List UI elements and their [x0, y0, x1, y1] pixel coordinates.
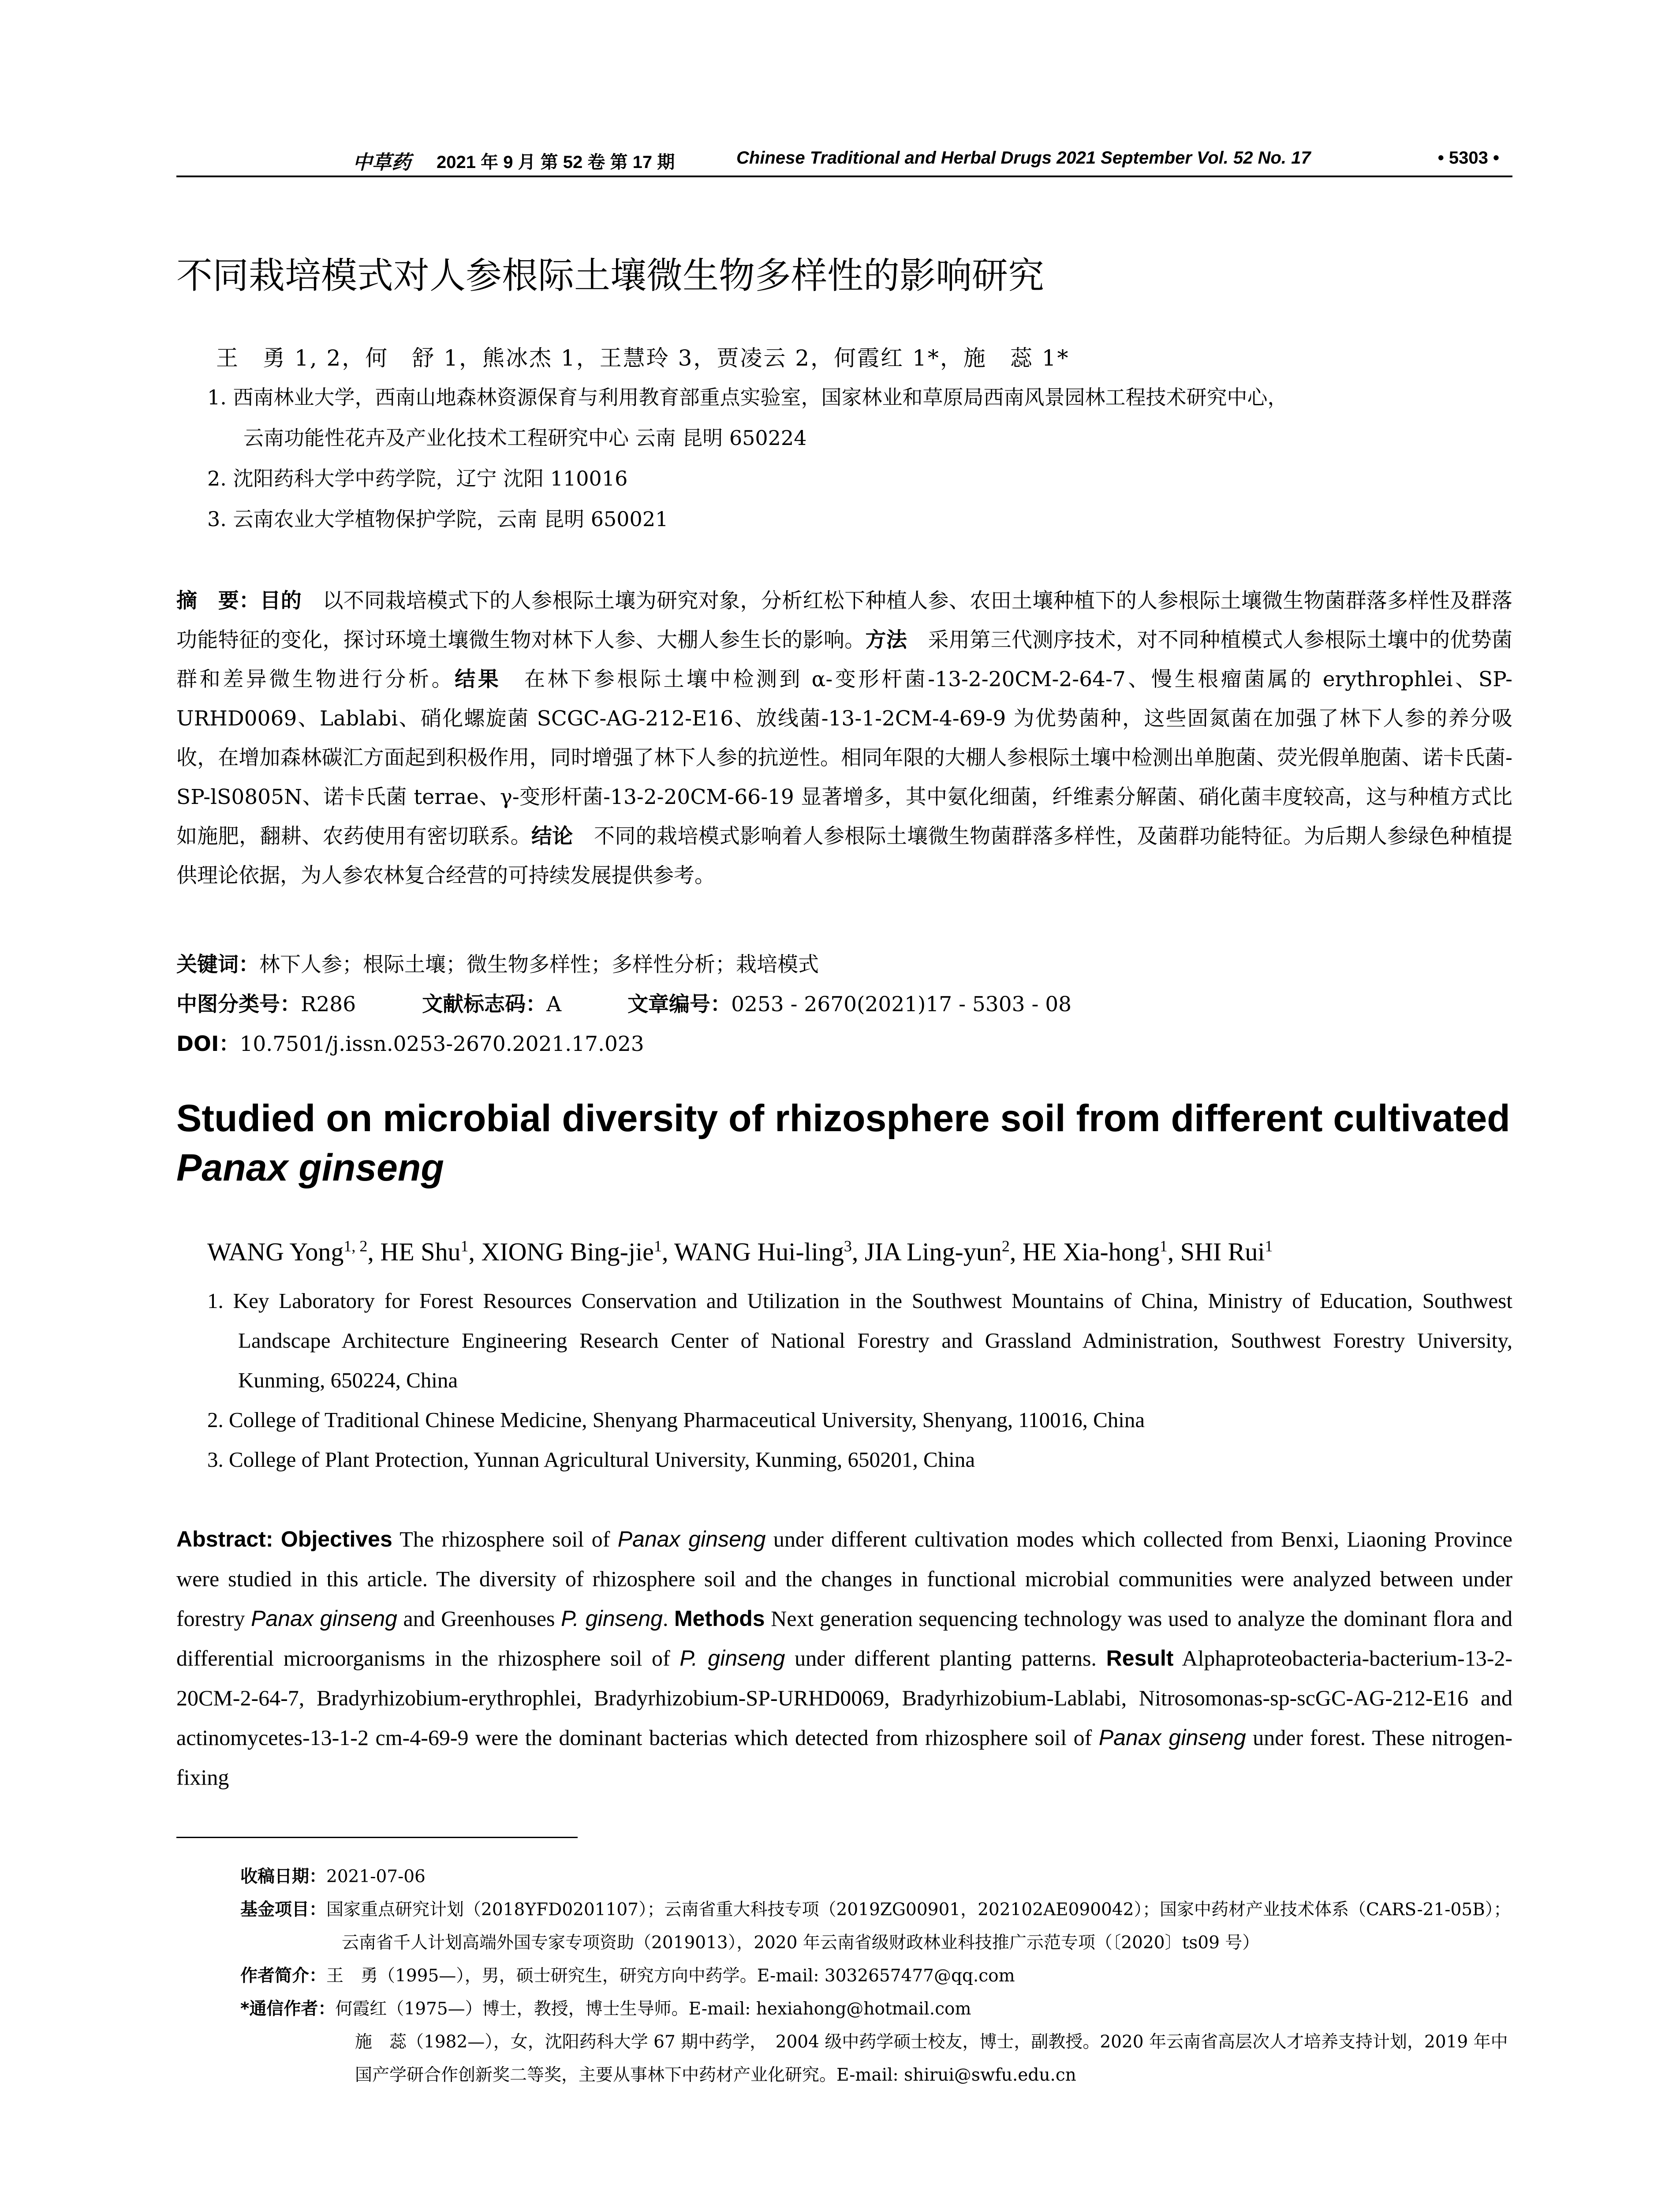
results-text: 在林下参根际土壤中检测到 α-变形杆菌-13-2-20CM-2-64-7、慢生根瘤菌属的 erythrophlei、SP-URHD0069、Lablabi、硝化螺旋菌 SCGC-AG-212-E16、放线菌-13-1-2CM-4-69-9 为优势菌种，这些固氮菌在加强了林下人参的养分吸收，在增加森林碳汇方面起到积极作用，同时增强了林下人参的抗逆性。相同年限的大棚人参根际土壤中检测出单胞菌、荧光假单胞菌、诺卡氏菌-SP-lS0805N、诺卡氏菌 terrae、γ-变形杆菌-13-2-20CM-66-19 显著增多，其中氨化细菌，纤维素分解菌、硝化菌丰度较高，这与种植方式比如施肥，翻耕、农药使用有密切联系。: [176, 667, 1513, 848]
author-en: WANG Hui-ling$^3$,: [674, 1237, 865, 1267]
issue-info-cn: 2021 年 9 月 第 52 卷 第 17 期: [437, 153, 675, 172]
affiliation-en-2: 2. College of Traditional Chinese Medicine, Shenyang Pharmaceutical University, Shenyang, 110016, China: [207, 1408, 1145, 1432]
article-number-value: 0253 - 2670(2021)17 - 5303 - 08: [731, 992, 1072, 1017]
author-en: HE Shu$^1$,: [380, 1237, 482, 1267]
title-en-main: Studied on microbial diversity of rhizosphere soil from different cultivated: [176, 1097, 1510, 1140]
keywords-cn: [176, 948, 819, 978]
abstract-chinese: [176, 581, 1512, 895]
methods-label: 方法: [865, 628, 907, 652]
keywords-text: 林下人参；根际土壤；微生物多样性；多样性分析；栽培模式: [259, 953, 819, 977]
objectives-label: Objectives: [280, 1527, 392, 1551]
footnote-divider: [176, 1837, 578, 1838]
objective-text: 以不同栽培模式下的人参根际土壤为研究对象，分析红松下种植人参、农田土壤种植下的人参根际土壤微生物菌群落多样性及群落功能特征的变化，探讨环境土壤微生物对林下人参、大棚人参生长的影响。: [176, 589, 1513, 652]
conclusion-text: 不同的栽培模式影响着人参根际土壤微生物菌群落多样性，及菌群功能特征。为后期人参绿色种植提供理论依据，为人参农林复合经营的可持续发展提供参考。: [176, 824, 1513, 888]
footnote-corresponding: *通信作者：何霞红（1975—）博士，教授，博士生导师。E-mail: hexiahong@hotmail.com: [240, 1999, 971, 2019]
issue-info-en: Chinese Traditional and Herbal Drugs 2021 September Vol. 52 No. 17: [736, 148, 1311, 168]
journal-name-cn: 中草药: [353, 151, 411, 174]
abstract-en-label: Abstract:: [176, 1527, 273, 1551]
result-label-en: Result: [1106, 1646, 1174, 1671]
authors-chinese: 王 勇 1, 2，何 舒 1，熊冰杰 1，王慧玲 3，贾凌云 2，何霞红 1*，施 蕊 1*: [216, 345, 1070, 371]
affiliation-cn-1: 1. 西南林业大学，西南山地森林资源保育与利用教育部重点实验室，国家林业和草原局西南风景园林工程技术研究中心，: [207, 385, 1288, 409]
footnote-fund-cont: 云南省千人计划高端外国专家专项资助（2019013），2020 年云南省级财政林业科技推广示范专项（〔2020〕ts09 号）: [342, 1933, 1260, 1953]
author-en: WANG Yong$^{1, 2}$,: [207, 1237, 381, 1267]
affiliation-cn-1-cont: [207, 418, 806, 458]
running-header: [176, 141, 1512, 177]
page-number: • 5303 •: [1437, 148, 1499, 168]
objective-label: 目的: [260, 589, 302, 613]
doc-code-label: 文献标志码：: [422, 992, 547, 1017]
footnotes: [240, 1860, 1512, 2092]
affiliation-cn-2: 2. 沈阳药科大学中药学院，辽宁 沈阳 110016: [207, 467, 628, 490]
keywords-label: 关键词：: [176, 953, 259, 977]
affiliation-cn-1-cont-text: 云南功能性花卉及产业化技术工程研究中心 云南 昆明 650224: [243, 426, 807, 450]
affiliation-en-3: 3. College of Plant Protection, Yunnan Agricultural University, Kunming, 650201, China: [207, 1447, 975, 1472]
title-english: [176, 1094, 1512, 1192]
classification-line: [176, 988, 1071, 1017]
doi-line: [176, 1028, 644, 1057]
methods-label-en: Methods: [674, 1606, 765, 1631]
footnote-received: 收稿日期：2021-07-06: [240, 1867, 426, 1887]
footnote-corresponding-2: 施 蕊（1982—），女，沈阳药科大学 67 期中药学， 2004 级中药学硕士校友，博士，副教授。2020 年云南省高层次人才培养支持计划，2019 年中国产学研合作创新奖二等奖，主要从事林下中药材产业化研究。E-mail: shirui@swfu.edu.cn: [355, 2032, 1508, 2085]
doi-value: 10.7501/j.issn.0253-2670.2021.17.023: [239, 1032, 644, 1056]
species-name: Panax ginseng: [1098, 1725, 1246, 1750]
clc-value: R286: [301, 992, 356, 1017]
clc-label: 中图分类号：: [176, 992, 301, 1017]
doc-code-value: A: [546, 992, 562, 1017]
species-name: P. ginseng: [679, 1646, 785, 1671]
species-name: Panax ginseng: [617, 1527, 766, 1551]
article-number-label: 文章编号：: [627, 992, 732, 1017]
footnote-author: 作者简介：王 勇（1995—），男，硕士研究生，研究方向中药学。E-mail: 3032657477@qq.com: [240, 1966, 1015, 1986]
affiliation-cn-3: 3. 云南农业大学植物保护学院，云南 昆明 650021: [207, 507, 668, 531]
conclusion-label: 结论: [531, 824, 573, 848]
abstract-english: Abstract: Objectives The rhizosphere soil of Panax ginseng under different cultivation modes which collected from Benxi, Liaoning Province were studied in this article. The diversity of rhizosphere soil and the changes in functional microbial communities were analyzed between under forestry Panax ginseng and Greenhouses P. ginseng. Methods Next generation sequencing technology was used to analyze the dominant flora and differential microorganisms in the rhizosphere soil of P. ginseng under different planting patterns. Result Alphaproteobacteria-bacterium-13-2-20CM-2-64-7, Bradyrhizobium-erythrophlei, Bradyrhizobium-SP-URHD0069, Bradyrhizobium-Lablabi, Nitrosomonas-sp-scGC-AG-212-E16 and actinomycetes-13-1-2 cm-4-69-9 were the dominant bacterias which detected from rhizosphere soil of Panax ginseng under forest. These nitrogen-fixing: [176, 1527, 1513, 1790]
author-en: JIA Ling-yun$^2$,: [864, 1237, 1023, 1267]
affiliations-english: [207, 1281, 1512, 1480]
title-en-species: Panax ginseng: [176, 1147, 444, 1189]
species-name: P. ginseng: [561, 1606, 663, 1631]
author-en: HE Xia-hong$^1$,: [1022, 1237, 1180, 1267]
methods-text: 采用第三代测序技术，对不同种植模式人参根际土壤中的优势菌群和差异微生物进行分析。: [176, 628, 1513, 691]
species-name: Panax ginseng: [251, 1606, 397, 1631]
doi-label: DOI：: [176, 1032, 240, 1056]
author-en: SHI Rui$^1$: [1180, 1237, 1273, 1267]
authors-english: [207, 1237, 1273, 1267]
title-chinese: 不同栽培模式对人参根际土壤微生物多样性的影响研究: [176, 255, 1045, 297]
abstract-cn-label: 摘 要：: [176, 589, 260, 613]
results-label: 结果: [455, 667, 501, 691]
footnote-fund: 基金项目：国家重点研究计划（2018YFD0201107）；云南省重大科技专项（2019ZG00901，202102AE090042）；国家中药材产业技术体系（CARS-21-05B）；: [240, 1900, 1511, 1920]
affiliation-en-1: 1. Key Laboratory for Forest Resources Conservation and Utilization in the Southwest Mountains of China, Ministry of Education, Southwest Landscape Architecture Engineering Research Center of National Forestry and Grassland Administration, Southwest Forestry University, Kunming, 650224, China: [207, 1289, 1512, 1392]
author-en: XIONG Bing-jie$^1$,: [481, 1237, 674, 1267]
